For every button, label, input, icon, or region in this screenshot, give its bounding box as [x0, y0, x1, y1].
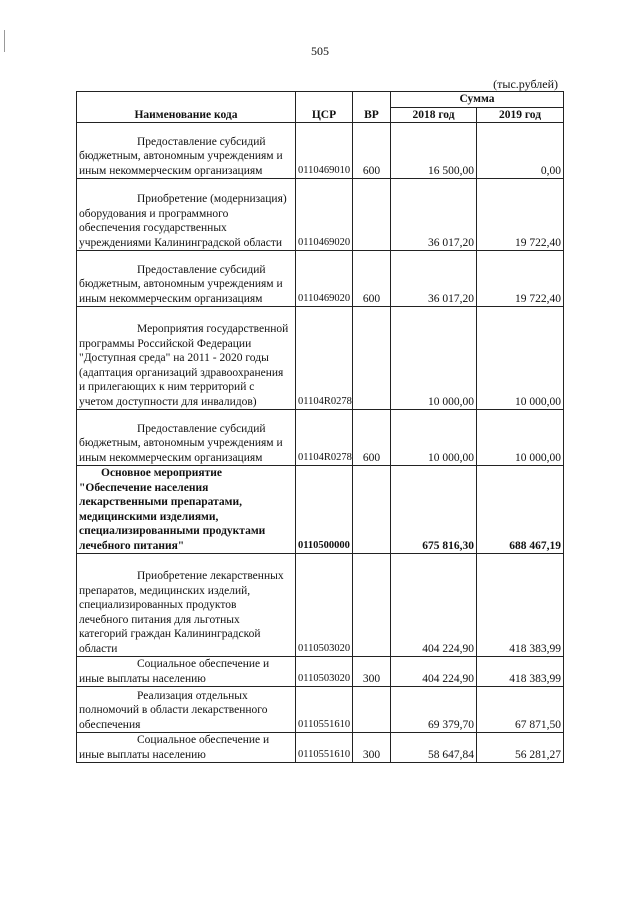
table-row	[77, 733, 564, 763]
table-row	[77, 657, 564, 687]
row-name	[77, 179, 296, 251]
row-vr-code	[353, 466, 391, 554]
row-csr-code: 0110551610	[296, 687, 353, 733]
table-row	[77, 307, 564, 410]
row-name-line: медицинскими изделиями,	[79, 510, 219, 523]
row-csr-code: 0110469020	[296, 251, 353, 307]
row-name-line: иные выплаты населению	[79, 748, 206, 761]
row-name	[77, 554, 296, 657]
row-name-line: Предоставление субсидий	[137, 263, 266, 276]
row-name	[77, 307, 296, 410]
header-vr: ВР	[353, 92, 391, 123]
row-sum-2019: 0,00	[477, 123, 564, 179]
row-csr-code: 01104R0278	[296, 307, 353, 410]
table-body	[77, 123, 564, 763]
row-vr-code	[353, 179, 391, 251]
row-csr-code: 0110503020	[296, 657, 353, 687]
table-row	[77, 179, 564, 251]
row-vr-code	[353, 307, 391, 410]
row-csr-code: 0110503020	[296, 554, 353, 657]
row-name	[77, 733, 296, 763]
row-csr-code: 0110469010	[296, 123, 353, 179]
row-name-line: программы Российской Федерации	[79, 337, 252, 350]
row-sum-2018: 58 647,84	[391, 733, 477, 763]
row-name-line: иным некоммерческим организациям	[79, 164, 263, 177]
row-name-line: оборудования и программного	[79, 207, 229, 220]
table-row	[77, 123, 564, 179]
row-sum-2019: 418 383,99	[477, 554, 564, 657]
row-name	[77, 123, 296, 179]
page-number: 505	[311, 44, 329, 58]
row-name-line: Мероприятия государственной	[137, 323, 289, 335]
row-name-line: Основное мероприятие	[101, 467, 223, 479]
row-csr-code: 01104R0278	[296, 410, 353, 466]
row-name-line: лечебного питания"	[79, 539, 185, 552]
row-name-line: лечебного питания для льготных	[79, 613, 240, 626]
header-2018: 2018 год	[391, 107, 477, 123]
row-csr-code: 0110469020	[296, 179, 353, 251]
row-sum-2018: 36 017,20	[391, 179, 477, 251]
table-row	[77, 687, 564, 733]
row-sum-2018: 36 017,20	[391, 251, 477, 307]
row-vr-code: 600	[353, 251, 391, 307]
budget-table	[76, 91, 564, 763]
row-vr-code: 300	[353, 657, 391, 687]
units-label: (тыс.рублей)	[493, 77, 558, 91]
row-name-line: специализированными продуктами	[79, 525, 266, 537]
row-vr-code	[353, 554, 391, 657]
row-name-line: иным некоммерческим организациям	[79, 451, 263, 464]
header-sum: Сумма	[391, 92, 564, 108]
row-name-line: области	[79, 642, 118, 655]
header-csr: ЦСР	[296, 92, 353, 123]
row-vr-code: 600	[353, 123, 391, 179]
header-name: Наименование кода	[77, 92, 296, 123]
row-name-line: Предоставление субсидий	[137, 135, 266, 148]
row-sum-2018: 675 816,30	[391, 466, 477, 554]
row-name-line: и прилегающих к ним территорий с	[79, 381, 255, 393]
row-name-line: бюджетным, автономным учреждениям и	[79, 150, 283, 162]
row-sum-2019: 67 871,50	[477, 687, 564, 733]
row-name-line: категорий граждан Калининградской	[79, 628, 261, 640]
row-name-line: учреждениями Калининградской области	[79, 236, 283, 249]
row-name-line: учетом доступности для инвалидов)	[79, 395, 257, 408]
row-name	[77, 466, 296, 554]
row-name-line: обеспечения государственных	[79, 222, 227, 234]
row-sum-2018: 10 000,00	[391, 410, 477, 466]
row-name-line: полномочий в области лекарственного	[79, 704, 268, 716]
row-name-line: Приобретение (модернизация)	[137, 193, 287, 205]
row-name	[77, 657, 296, 687]
row-name	[77, 687, 296, 733]
row-name-line: лекарственными препаратами,	[79, 496, 243, 508]
row-name-line: Предоставление субсидий	[137, 422, 266, 435]
row-name-line: "Доступная среда" на 2011 - 2020 годы	[79, 352, 269, 364]
row-csr-code: 0110500000	[296, 466, 353, 554]
row-name-line: иные выплаты населению	[79, 672, 206, 685]
row-sum-2018: 16 500,00	[391, 123, 477, 179]
row-name-line: бюджетным, автономным учреждениям и	[79, 437, 283, 449]
row-sum-2018: 404 224,90	[391, 657, 477, 687]
row-name-line: иным некоммерческим организациям	[79, 292, 263, 305]
row-vr-code: 600	[353, 410, 391, 466]
row-sum-2019: 418 383,99	[477, 657, 564, 687]
row-sum-2018: 10 000,00	[391, 307, 477, 410]
row-sum-2019: 688 467,19	[477, 466, 564, 554]
row-name-line: Социальное обеспечение и	[137, 734, 270, 746]
row-name-line: специализированных продуктов	[79, 599, 237, 611]
row-sum-2019: 56 281,27	[477, 733, 564, 763]
row-name	[77, 410, 296, 466]
row-vr-code: 300	[353, 733, 391, 763]
row-name-line: Реализация отдельных	[137, 689, 248, 702]
row-sum-2019: 10 000,00	[477, 410, 564, 466]
row-sum-2018: 404 224,90	[391, 554, 477, 657]
row-vr-code	[353, 687, 391, 733]
row-sum-2019: 10 000,00	[477, 307, 564, 410]
row-sum-2018: 69 379,70	[391, 687, 477, 733]
row-name-line: обеспечения	[79, 718, 141, 731]
table-row	[77, 466, 564, 554]
row-name-line: Социальное обеспечение и	[137, 658, 270, 670]
row-csr-code: 0110551610	[296, 733, 353, 763]
row-name-line: Приобретение лекарственных	[137, 570, 284, 582]
table-row	[77, 410, 564, 466]
row-name-line: бюджетным, автономным учреждениям и	[79, 278, 283, 290]
row-sum-2019: 19 722,40	[477, 179, 564, 251]
row-name	[77, 251, 296, 307]
row-name-line: препаратов, медицинских изделий,	[79, 584, 251, 597]
row-name-line: "Обеспечение населения	[79, 481, 209, 494]
header-2019: 2019 год	[477, 107, 564, 123]
table-row	[77, 554, 564, 657]
row-name-line: (адаптация организаций здравоохранения	[79, 366, 284, 379]
row-sum-2019: 19 722,40	[477, 251, 564, 307]
table-row	[77, 251, 564, 307]
